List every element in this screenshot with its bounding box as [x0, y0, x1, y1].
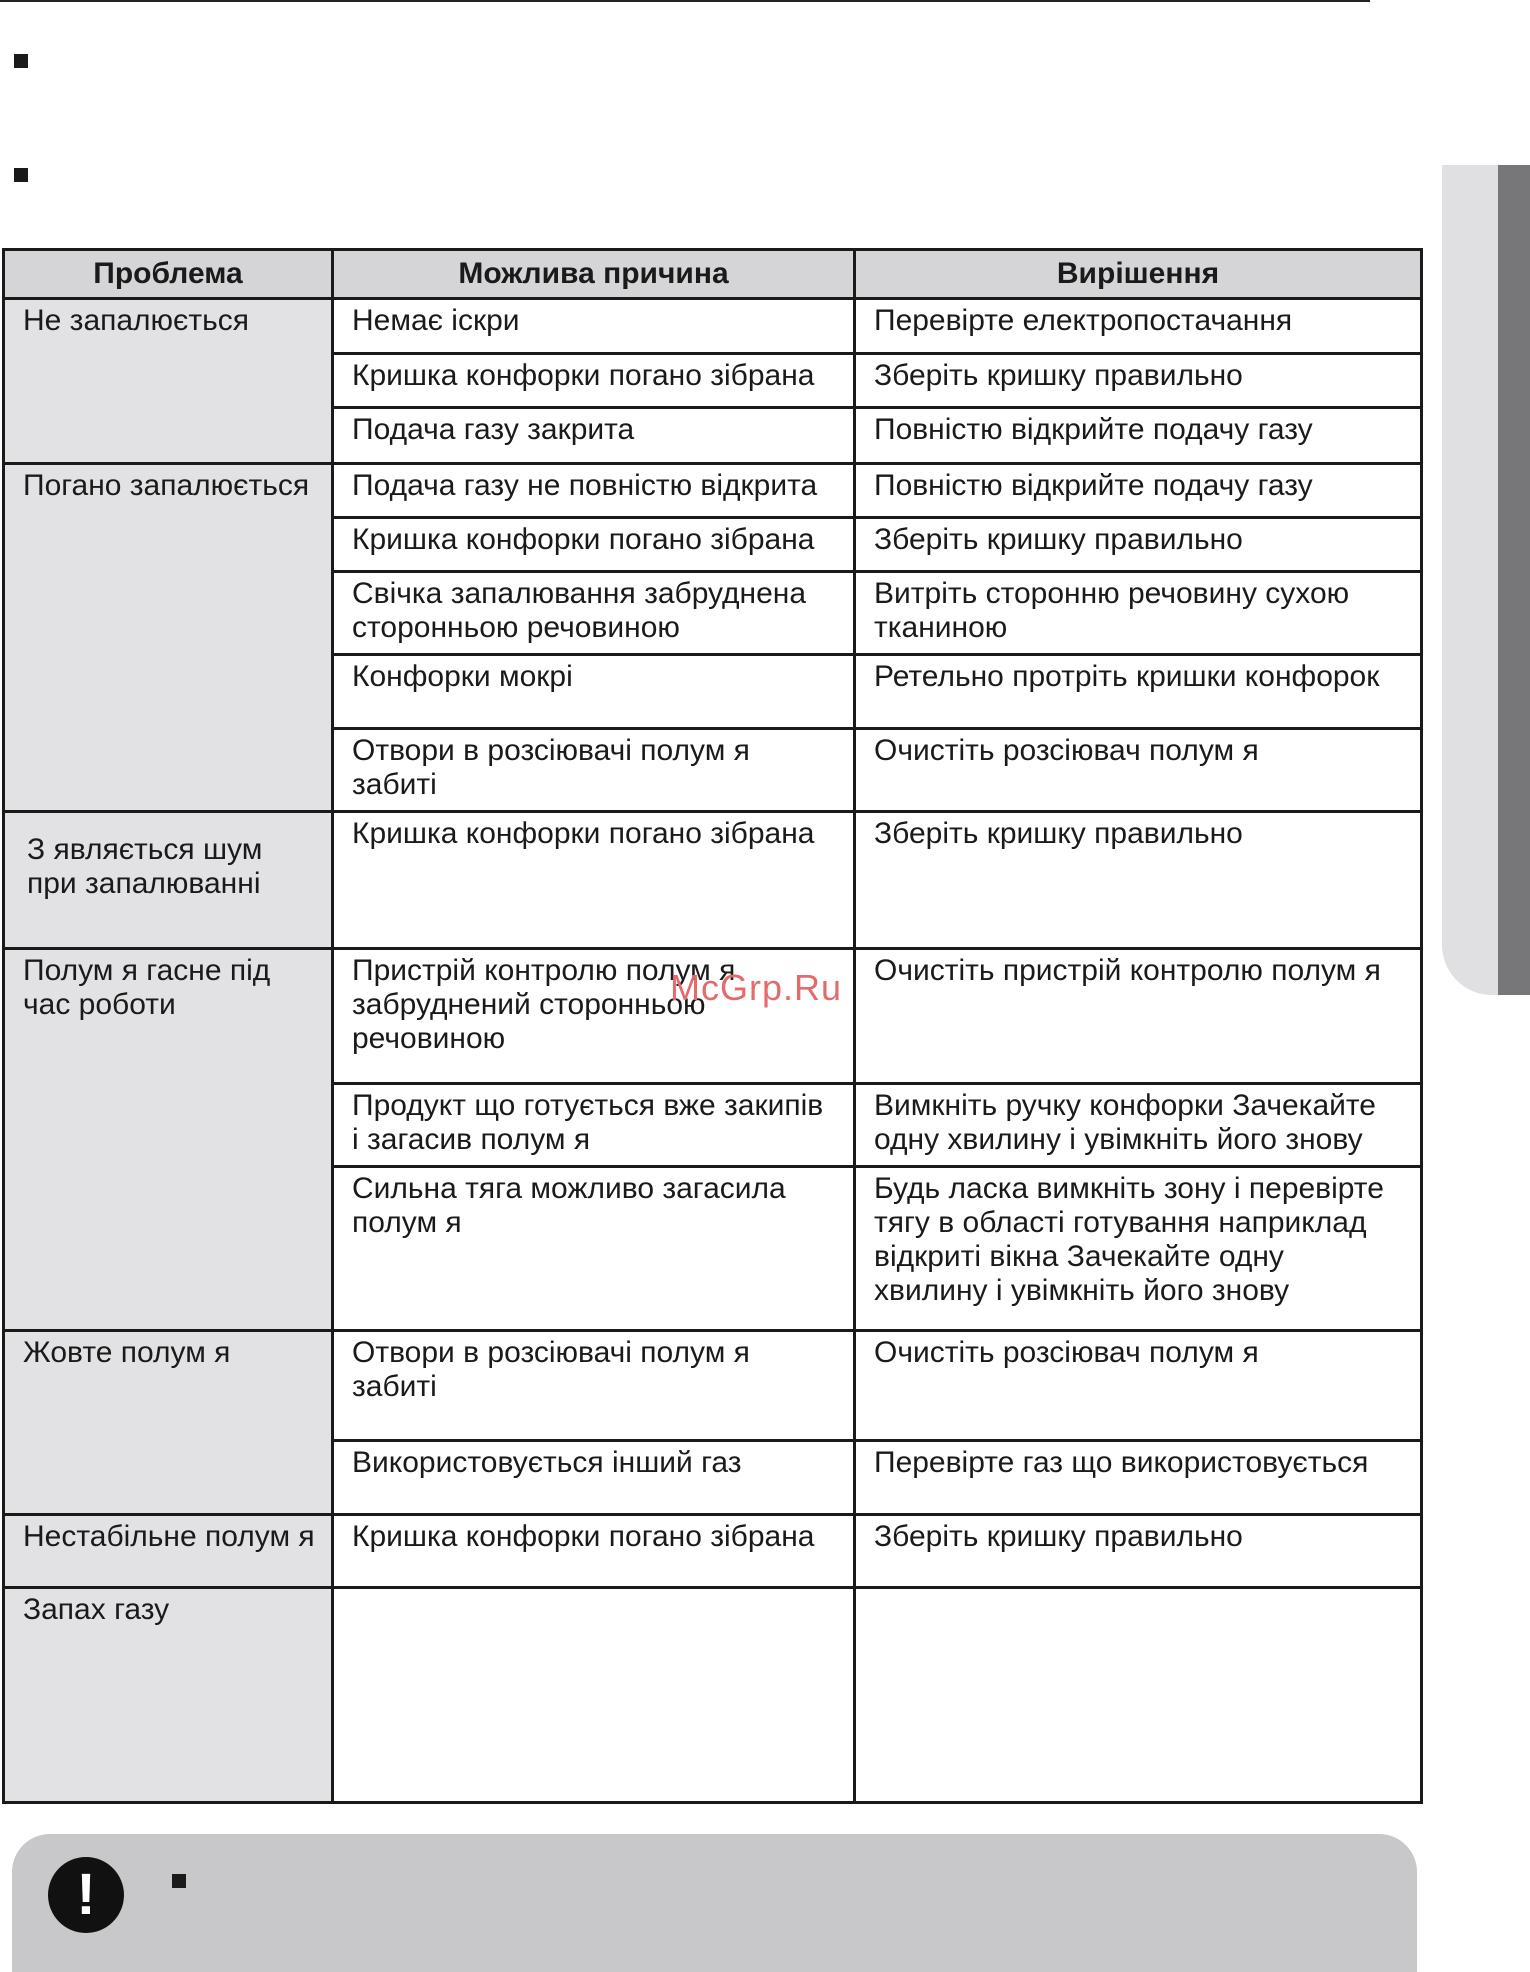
exclamation-icon: ! — [48, 1857, 124, 1933]
solution-cell: Очистіть пристрій контролю полум я — [855, 948, 1422, 1084]
cause-cell: Немає іскри — [333, 299, 855, 354]
solution-cell: Перевірте газ що використовується — [855, 1441, 1422, 1514]
cause-cell: Подача газу закрита — [333, 408, 855, 463]
cause-cell: Подача газу не повністю відкрита — [333, 463, 855, 517]
solution-cell: Зберіть кришку правильно — [855, 1514, 1422, 1587]
problem-cell: Полум я гасне під час роботи — [4, 948, 333, 1331]
cause-cell: Конфорки мокрі — [333, 655, 855, 728]
cause-cell: Продукт що готується вже закипів і загасив полум я — [333, 1084, 855, 1167]
problem-cell: Не запалюється — [4, 299, 333, 464]
solution-cell — [855, 1588, 1422, 1803]
warning-note-box — [12, 1834, 1417, 1972]
solution-cell: Очистіть розсіювач полум я — [855, 728, 1422, 811]
solution-cell: Повністю відкрийте подачу газу — [855, 463, 1422, 517]
top-rule — [0, 0, 1370, 2]
cause-cell: Кришка конфорки погано зібрана — [333, 811, 855, 948]
side-section-tab-marker — [1498, 165, 1530, 995]
cause-cell: Отвори в розсіювачі полум я забиті — [333, 728, 855, 811]
solution-cell: Будь ласка вимкніть зону і перевірте тягу в області готування наприклад відкриті вікна Зачекайте одну хвилину і увімкніть його знову — [855, 1167, 1422, 1331]
cause-cell: Використовується інший газ — [333, 1441, 855, 1514]
cause-cell: Сильна тяга можливо загасила полум я — [333, 1167, 855, 1331]
solution-cell: Очистіть розсіювач полум я — [855, 1331, 1422, 1441]
table-row — [4, 811, 1422, 948]
table-row — [4, 1588, 1422, 1803]
table-row — [4, 1514, 1422, 1587]
cause-cell: Кришка конфорки погано зібрана — [333, 354, 855, 408]
table-row — [4, 1331, 1422, 1441]
solution-cell: Ретельно протріть кришки конфорок — [855, 655, 1422, 728]
solution-cell: Вимкніть ручку конфорки Зачекайте одну хвилину і увімкніть його знову — [855, 1084, 1422, 1167]
solution-cell: Зберіть кришку правильно — [855, 354, 1422, 408]
watermark: McGrp.Ru — [670, 967, 843, 1008]
solution-cell: Зберіть кришку правильно — [855, 811, 1422, 948]
note-bullet-marker — [172, 1874, 186, 1888]
header-problem: Проблема — [4, 250, 333, 299]
problem-cell: Запах газу — [4, 1588, 333, 1803]
solution-cell: Перевірте електропостачання — [855, 299, 1422, 354]
cause-cell: Пристрій контролю полум я забруднений сторонньою речовиною — [333, 948, 855, 1084]
bullet-marker-2 — [14, 168, 28, 182]
table-row — [4, 299, 1422, 354]
troubleshooting-table — [2, 248, 1423, 1804]
header-solution: Вирішення — [855, 250, 1422, 299]
solution-cell: Витріть сторонню речовину сухою тканиною — [855, 572, 1422, 655]
problem-cell: Нестабільне полум я — [4, 1514, 333, 1587]
solution-cell: Повністю відкрийте подачу газу — [855, 408, 1422, 463]
cause-cell: Кришка конфорки погано зібрана — [333, 1514, 855, 1587]
cause-cell — [333, 1588, 855, 1803]
bullet-marker-1 — [14, 54, 28, 68]
problem-cell: Жовте полум я — [4, 1331, 333, 1515]
problem-cell: З являється шум при запалюванні — [4, 811, 333, 948]
problem-cell: Погано запалюється — [4, 463, 333, 811]
table-header-row — [4, 250, 1422, 299]
cause-cell: Свічка запалювання забруднена сторонньою речовиною — [333, 572, 855, 655]
cause-cell: Отвори в розсіювачі полум я забиті — [333, 1331, 855, 1441]
table-row — [4, 463, 1422, 517]
cause-cell: Кришка конфорки погано зібрана — [333, 517, 855, 571]
solution-cell: Зберіть кришку правильно — [855, 517, 1422, 571]
header-cause: Можлива причина — [333, 250, 855, 299]
